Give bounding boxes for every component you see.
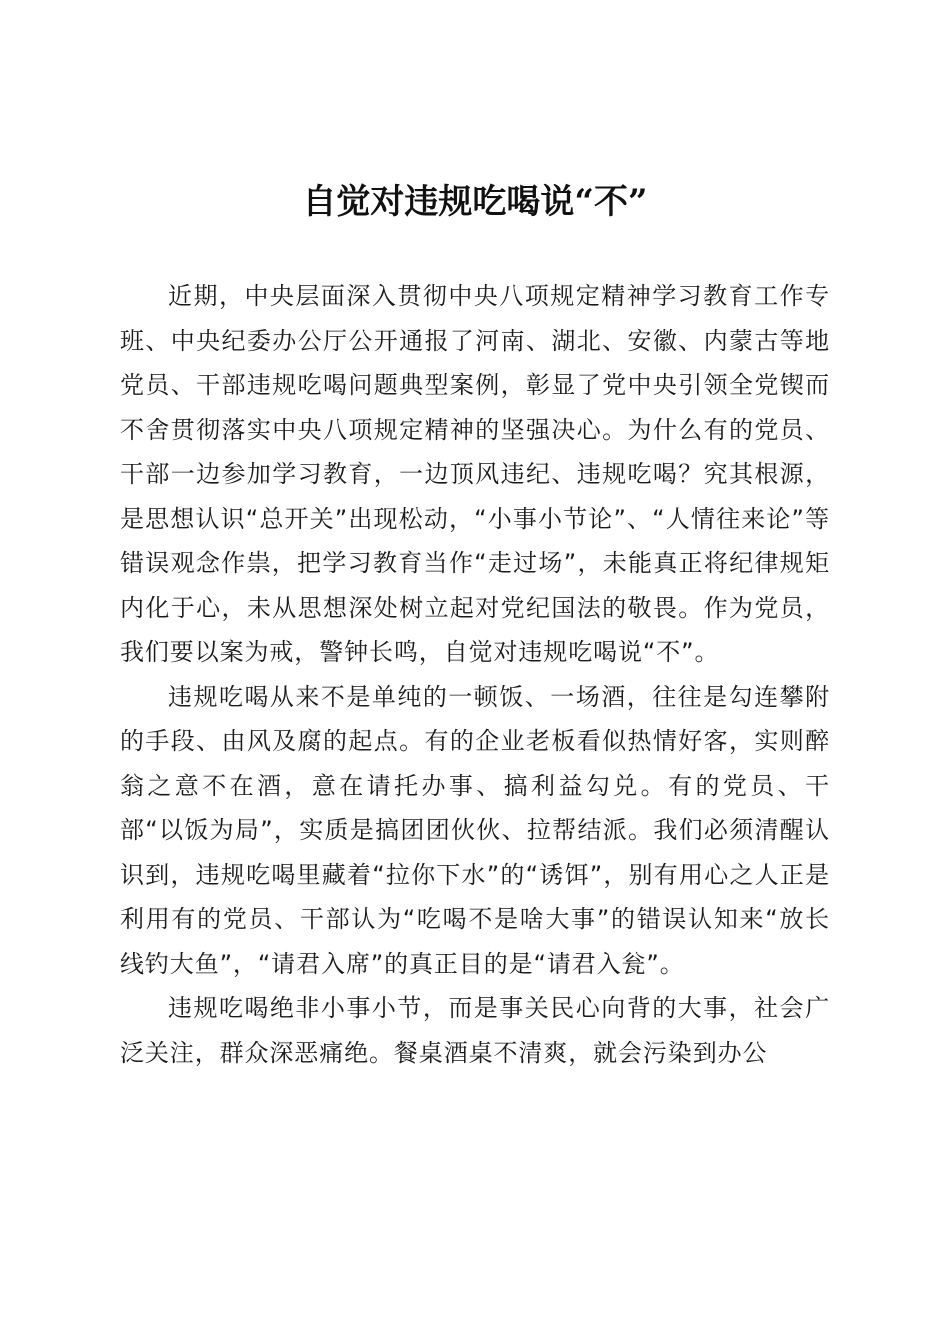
document-title: 自觉对违规吃喝说“不” bbox=[302, 182, 648, 222]
paragraph-1: 近期，中央层面深入贯彻中央八项规定精神学习教育工作专班、中央纪委办公厅公开通报了河南、湖北、安徽、内蒙古等地党员、干部违规吃喝问题典型案例，彰显了党中央引领全党锲而不舍贯彻落实中央八项规定精神的坚强决心。为什么有的党员、干部一边参加学习教育，一边顶风违纪、违规吃喝？究其根源，是思想认识“总开关”出现松动，“小事小节论”、“人情往来论”等错误观念作祟，把学习教育当作“走过场”，未能真正将纪律规矩内化于心，未从思想深处树立起对党纪国法的敬畏。作为党员，我们要以案为戒，警钟长鸣，自觉对违规吃喝说“不”。 bbox=[120, 282, 830, 666]
paragraph-2: 违规吃喝从来不是单纯的一顿饭、一场酒，往往是勾连攀附的手段、由风及腐的起点。有的企业老板看似热情好客，实则醉翁之意不在酒，意在请托办事、搞利益勾兑。有的党员、干部“以饭为局”，实质是搞团团伙伙、拉帮结派。我们必须清醒认识到，违规吃喝里藏着“拉你下水”的“诱饵”，别有用心之人正是利用有的党员、干部认为“吃喝不是啥大事”的错误认知来“放长线钓大鱼”，“请君入席”的真正目的是“请君入瓮”。 bbox=[120, 682, 830, 978]
document-body bbox=[120, 274, 830, 1075]
paragraph-3: 违规吃喝绝非小事小节，而是事关民心向背的大事，社会广泛关注，群众深恶痛绝。餐桌酒桌不清爽，就会污染到办公 bbox=[120, 994, 830, 1067]
